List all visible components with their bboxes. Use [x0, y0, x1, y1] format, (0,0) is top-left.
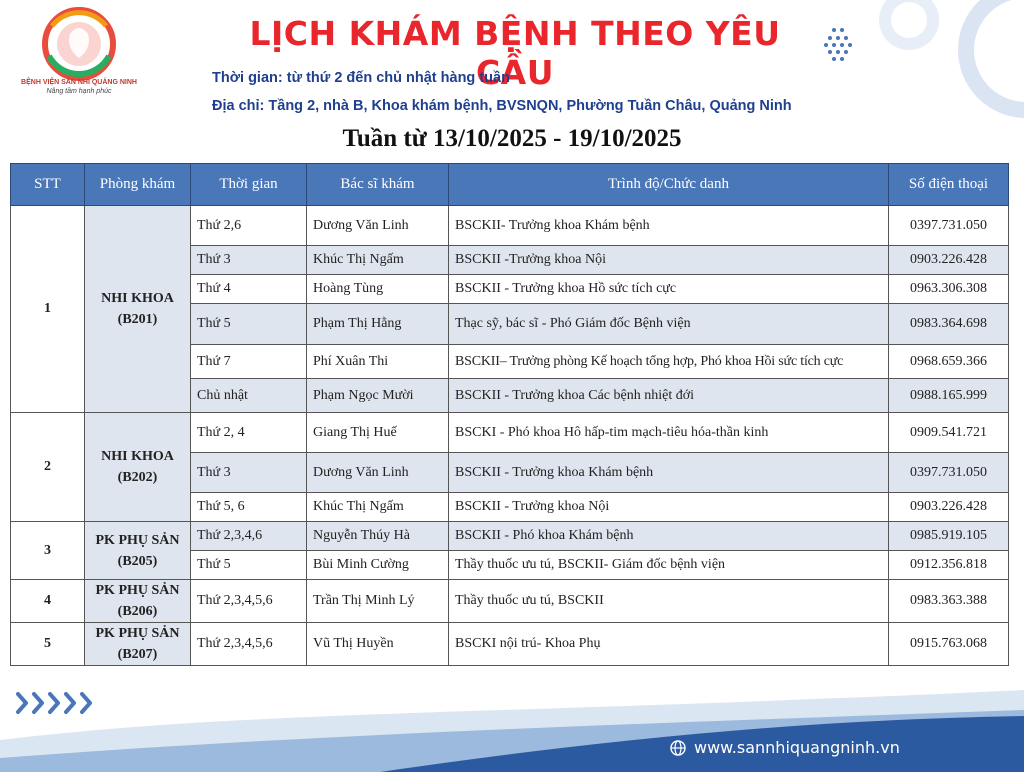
phone-cell: 0909.541.721 [889, 413, 1009, 453]
phone-cell: 0963.306.308 [889, 275, 1009, 304]
doctor-cell: Hoàng Tùng [307, 275, 449, 304]
logo-slogan: Nâng tầm hạnh phúc [46, 88, 112, 95]
stt-cell: 1 [11, 206, 85, 413]
header-phone: Số điện thoại [889, 164, 1009, 206]
stt-cell: 3 [11, 522, 85, 580]
doctor-cell: Dương Văn Linh [307, 453, 449, 493]
stt-cell: 2 [11, 413, 85, 522]
clinic-name: PK PHỤ SẢN [95, 626, 180, 641]
phone-cell: 0397.731.050 [889, 453, 1009, 493]
doctor-cell: Phí Xuân Thi [307, 345, 449, 379]
table-row [11, 623, 1009, 666]
time-info: Thời gian: từ thứ 2 đến chủ nhật hàng tuần [212, 70, 510, 86]
doctor-cell: Phạm Thị Hằng [307, 304, 449, 345]
clinic-name: NHI KHOA [101, 291, 174, 306]
doctor-cell: Phạm Ngọc Mười [307, 379, 449, 413]
qualification-cell: BSCKII -Trưởng khoa Nội [449, 246, 889, 275]
qualification-cell: BSCKI - Phó khoa Hô hấp-tim mạch-tiêu hóa-thần kinh [449, 413, 889, 453]
qualification-cell: BSCKII - Trưởng khoa Hồ sức tích cực [449, 275, 889, 304]
time-cell: Thứ 2,3,4,5,6 [191, 623, 307, 666]
qualification-cell: Thạc sỹ, bác sĩ - Phó Giám đốc Bệnh viện [449, 304, 889, 345]
phone-cell: 0915.763.068 [889, 623, 1009, 666]
phone-cell: 0903.226.428 [889, 246, 1009, 275]
qualification-cell: Thầy thuốc ưu tú, BSCKII [449, 580, 889, 623]
clinic-cell [85, 413, 191, 522]
qualification-cell: BSCKII - Trưởng khoa Nội [449, 493, 889, 522]
qualification-cell: BSCKII - Phó khoa Khám bệnh [449, 522, 889, 551]
clinic-cell [85, 206, 191, 413]
time-cell: Thứ 2,3,4,6 [191, 522, 307, 551]
time-cell: Thứ 3 [191, 246, 307, 275]
stt-cell: 4 [11, 580, 85, 623]
phone-cell: 0903.226.428 [889, 493, 1009, 522]
header-stt: STT [11, 164, 85, 206]
clinic-code: (B206) [117, 604, 158, 619]
phone-cell: 0968.659.366 [889, 345, 1009, 379]
time-cell: Thứ 5 [191, 551, 307, 580]
website-text[interactable]: www.sannhiquangninh.vn [694, 738, 900, 757]
clinic-code: (B202) [117, 470, 158, 485]
clinic-cell [85, 522, 191, 580]
header-clinic: Phòng khám [85, 164, 191, 206]
doctor-cell: Bùi Minh Cường [307, 551, 449, 580]
doctor-cell: Trần Thị Minh Lý [307, 580, 449, 623]
website-link[interactable] [670, 738, 900, 757]
header-doctor: Bác sĩ khám [307, 164, 449, 206]
qualification-cell: BSCKII– Trưởng phòng Kế hoạch tổng hợp, Phó khoa Hồi sức tích cực [449, 345, 889, 379]
phone-cell: 0983.363.388 [889, 580, 1009, 623]
clinic-name: NHI KHOA [101, 449, 174, 464]
doctor-cell: Khúc Thị Ngấm [307, 493, 449, 522]
time-cell: Thứ 2,3,4,5,6 [191, 580, 307, 623]
clinic-name: PK PHỤ SẢN [95, 583, 180, 598]
qualification-cell: BSCKII - Trưởng khoa Các bệnh nhiệt đới [449, 379, 889, 413]
doctor-cell: Khúc Thị Ngấm [307, 246, 449, 275]
time-cell: Thứ 4 [191, 275, 307, 304]
table-header-row [11, 164, 1009, 206]
clinic-cell [85, 580, 191, 623]
time-cell: Thứ 5, 6 [191, 493, 307, 522]
clinic-code: (B207) [117, 647, 158, 662]
clinic-name: PK PHỤ SẢN [95, 532, 180, 548]
clinic-cell [85, 623, 191, 666]
globe-icon [670, 740, 686, 756]
table-row [11, 206, 1009, 246]
logo-text: BỆNH VIỆN SẢN NHI QUẢNG NINH [21, 79, 137, 86]
time-cell: Thứ 7 [191, 345, 307, 379]
header-qualification: Trình độ/Chức danh [449, 164, 889, 206]
table-row [11, 413, 1009, 453]
doctor-cell: Nguyễn Thúy Hà [307, 522, 449, 551]
time-cell: Thứ 5 [191, 304, 307, 345]
time-cell: Thứ 2, 4 [191, 413, 307, 453]
header-time: Thời gian [191, 164, 307, 206]
qualification-cell: BSCKI nội trú- Khoa Phụ [449, 623, 889, 666]
doctor-cell: Vũ Thị Huyền [307, 623, 449, 666]
qualification-cell: Thầy thuốc ưu tú, BSCKII- Giám đốc bệnh viện [449, 551, 889, 580]
schedule-table [10, 163, 1009, 666]
clinic-code: (B201) [117, 312, 158, 327]
footer-wave [0, 680, 1024, 772]
qualification-cell: BSCKII - Trưởng khoa Khám bệnh [449, 453, 889, 493]
phone-cell: 0983.364.698 [889, 304, 1009, 345]
phone-cell: 0912.356.818 [889, 551, 1009, 580]
phone-cell: 0988.165.999 [889, 379, 1009, 413]
phone-cell: 0985.919.105 [889, 522, 1009, 551]
time-cell: Chủ nhật [191, 379, 307, 413]
phone-cell: 0397.731.050 [889, 206, 1009, 246]
doctor-cell: Giang Thị Huế [307, 413, 449, 453]
doctor-cell: Dương Văn Linh [307, 206, 449, 246]
stt-cell: 5 [11, 623, 85, 666]
address-info: Địa chỉ: Tầng 2, nhà B, Khoa khám bệnh, BVSNQN, Phường Tuần Châu, Quảng Ninh [212, 98, 792, 114]
clinic-code: (B205) [117, 553, 158, 569]
table-row [11, 580, 1009, 623]
time-cell: Thứ 2,6 [191, 206, 307, 246]
table-row [11, 522, 1009, 551]
qualification-cell: BSCKII- Trưởng khoa Khám bệnh [449, 206, 889, 246]
week-range: Tuần từ 13/10/2025 - 19/10/2025 [342, 125, 682, 152]
chevrons-icon [14, 690, 100, 716]
time-cell: Thứ 3 [191, 453, 307, 493]
decorative-circles [794, 0, 1024, 140]
page-title: LỊCH KHÁM BỆNH THEO YÊU CẦU [249, 14, 781, 92]
